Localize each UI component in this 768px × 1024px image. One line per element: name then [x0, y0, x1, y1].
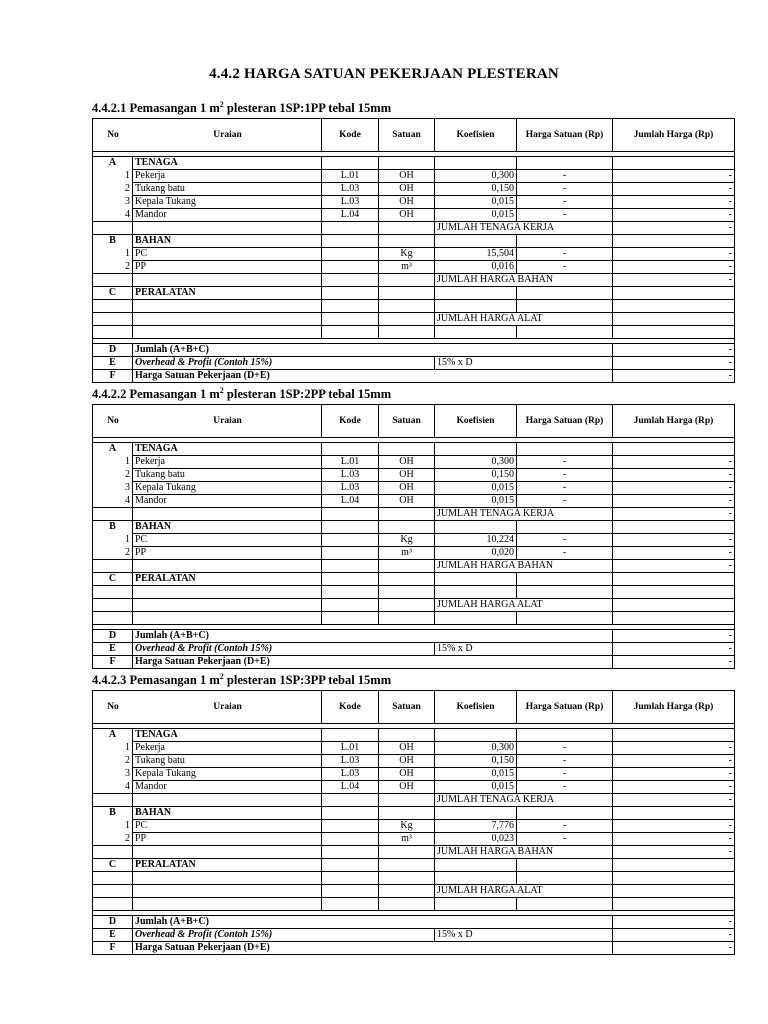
- ahsp-section: [92, 672, 734, 955]
- item-satuan: OH: [379, 209, 435, 222]
- item-jumlah-harga: -: [613, 547, 735, 560]
- subtotal-value: -: [613, 274, 735, 287]
- item-jumlah-harga: -: [613, 209, 735, 222]
- item-jumlah-harga: -: [613, 248, 735, 261]
- header-harga-satuan: Harga Satuan (Rp): [517, 691, 613, 724]
- item-row: [93, 534, 735, 547]
- item-koefisien: 0,150: [435, 755, 517, 768]
- item-jumlah-harga: -: [613, 469, 735, 482]
- subtotal-label: JUMLAH TENAGA KERJA: [435, 794, 613, 807]
- item-jumlah-harga: -: [613, 820, 735, 833]
- row-label: Overhead & Profit (Contoh 15%): [133, 929, 435, 942]
- header-satuan: Satuan: [379, 405, 435, 438]
- header-no: [93, 119, 322, 152]
- item-jumlah-harga: -: [613, 261, 735, 274]
- subtotal-label: JUMLAH HARGA ALAT: [435, 885, 613, 898]
- row-value: -: [613, 643, 735, 656]
- item-satuan: OH: [379, 755, 435, 768]
- subtotal-value: [613, 885, 735, 898]
- group-code: B: [93, 807, 133, 820]
- group-row-peralatan: [93, 859, 735, 872]
- item-jumlah-harga: -: [613, 755, 735, 768]
- row-value: -: [613, 630, 735, 643]
- group-label: BAHAN: [133, 807, 322, 820]
- item-koefisien: 0,150: [435, 469, 517, 482]
- item-uraian: PP: [133, 261, 322, 274]
- item-jumlah-harga: -: [613, 833, 735, 846]
- group-label: BAHAN: [133, 235, 322, 248]
- subtotal-row-tenaga: [93, 794, 735, 807]
- section-title-sup: 2: [219, 671, 224, 681]
- ahsp-table: [92, 690, 735, 955]
- group-label: TENAGA: [133, 157, 322, 170]
- item-koefisien: 0,015: [435, 768, 517, 781]
- item-uraian: Pekerja: [133, 456, 322, 469]
- item-uraian: Pekerja: [133, 170, 322, 183]
- group-code: C: [93, 287, 133, 300]
- item-satuan: OH: [379, 183, 435, 196]
- item-row: [93, 469, 735, 482]
- section-title-prefix: 4.4.2.1 Pemasangan 1 m: [92, 101, 220, 115]
- item-satuan: OH: [379, 768, 435, 781]
- item-no: 1: [93, 248, 133, 261]
- row-code: F: [93, 656, 133, 669]
- header-no-label: No: [107, 702, 119, 712]
- item-harga-satuan: -: [517, 768, 613, 781]
- item-koefisien: 0,023: [435, 833, 517, 846]
- item-no: 4: [93, 781, 133, 794]
- item-koefisien: 0,015: [435, 781, 517, 794]
- subtotal-label: JUMLAH HARGA BAHAN: [435, 560, 613, 573]
- subtotal-label: JUMLAH HARGA BAHAN: [435, 274, 613, 287]
- total-row-d: [93, 916, 735, 929]
- item-koefisien: 0,016: [435, 261, 517, 274]
- subtotal-value: -: [613, 560, 735, 573]
- item-satuan: m³: [379, 833, 435, 846]
- item-koefisien: 15,504: [435, 248, 517, 261]
- item-uraian: Tukang batu: [133, 469, 322, 482]
- item-koefisien: 0,300: [435, 742, 517, 755]
- subtotal-row-alat: [93, 885, 735, 898]
- item-jumlah-harga: -: [613, 482, 735, 495]
- section-title-prefix: 4.4.2.3 Pemasangan 1 m: [92, 673, 220, 687]
- item-harga-satuan: -: [517, 170, 613, 183]
- item-koefisien: 0,015: [435, 196, 517, 209]
- row-code: D: [93, 630, 133, 643]
- item-kode: [322, 547, 379, 560]
- item-no: 2: [93, 183, 133, 196]
- item-jumlah-harga: -: [613, 781, 735, 794]
- header-koefisien: Koefisien: [435, 119, 517, 152]
- item-satuan: OH: [379, 781, 435, 794]
- item-kode: L.01: [322, 170, 379, 183]
- subtotal-label: JUMLAH HARGA ALAT: [435, 313, 613, 326]
- item-no: 2: [93, 261, 133, 274]
- row-label: Harga Satuan Pekerjaan (D+E): [133, 942, 613, 955]
- row-label: Jumlah (A+B+C): [133, 344, 613, 357]
- item-row: [93, 768, 735, 781]
- subtotal-value: [613, 313, 735, 326]
- item-kode: L.01: [322, 742, 379, 755]
- item-kode: [322, 261, 379, 274]
- item-harga-satuan: -: [517, 183, 613, 196]
- section-title-suffix: plesteran 1SP:1PP tebal 15mm: [223, 101, 392, 115]
- item-harga-satuan: -: [517, 820, 613, 833]
- item-satuan: OH: [379, 456, 435, 469]
- group-label: TENAGA: [133, 443, 322, 456]
- row-value: -: [613, 656, 735, 669]
- item-koefisien: 0,015: [435, 495, 517, 508]
- item-koefisien: 0,015: [435, 482, 517, 495]
- item-row: [93, 495, 735, 508]
- subtotal-label: JUMLAH TENAGA KERJA: [435, 508, 613, 521]
- item-jumlah-harga: -: [613, 456, 735, 469]
- item-harga-satuan: -: [517, 781, 613, 794]
- item-no: 4: [93, 495, 133, 508]
- item-no: 2: [93, 469, 133, 482]
- header-no-label: No: [107, 130, 119, 140]
- item-kode: [322, 248, 379, 261]
- item-harga-satuan: -: [517, 196, 613, 209]
- row-formula: 15% x D: [435, 357, 613, 370]
- item-uraian: Mandor: [133, 781, 322, 794]
- subtotal-row-alat: [93, 313, 735, 326]
- group-code: C: [93, 573, 133, 586]
- item-kode: L.03: [322, 196, 379, 209]
- item-uraian: Kepala Tukang: [133, 482, 322, 495]
- row-value: -: [613, 357, 735, 370]
- header-kode: Kode: [322, 119, 379, 152]
- subtotal-value: -: [613, 508, 735, 521]
- item-row: [93, 820, 735, 833]
- item-uraian: Mandor: [133, 495, 322, 508]
- total-row-f: [93, 942, 735, 955]
- section-title-sup: 2: [219, 99, 224, 109]
- item-harga-satuan: -: [517, 547, 613, 560]
- item-jumlah-harga: -: [613, 534, 735, 547]
- item-satuan: Kg: [379, 820, 435, 833]
- row-label: Jumlah (A+B+C): [133, 916, 613, 929]
- item-uraian: PP: [133, 547, 322, 560]
- subtotal-label: JUMLAH HARGA BAHAN: [435, 846, 613, 859]
- subtotal-value: -: [613, 846, 735, 859]
- group-label: PERALATAN: [133, 287, 322, 300]
- item-harga-satuan: -: [517, 495, 613, 508]
- item-no: 3: [93, 196, 133, 209]
- item-uraian: PC: [133, 248, 322, 261]
- ahsp-table: [92, 404, 735, 669]
- header-jumlah-harga: Jumlah Harga (Rp): [613, 691, 735, 724]
- group-label: PERALATAN: [133, 573, 322, 586]
- header-no-label: No: [107, 416, 119, 426]
- group-row-peralatan: [93, 287, 735, 300]
- item-row: [93, 755, 735, 768]
- section-title: [92, 672, 734, 688]
- section-title-prefix: 4.4.2.2 Pemasangan 1 m: [92, 387, 220, 401]
- item-no: 2: [93, 833, 133, 846]
- header-uraian-label: Uraian: [213, 416, 242, 426]
- item-uraian: PP: [133, 833, 322, 846]
- group-label: BAHAN: [133, 521, 322, 534]
- group-row-bahan: [93, 807, 735, 820]
- item-row: [93, 209, 735, 222]
- item-koefisien: 10,224: [435, 534, 517, 547]
- group-code: B: [93, 235, 133, 248]
- table-header-row: [93, 691, 735, 724]
- item-satuan: OH: [379, 196, 435, 209]
- empty-row: [93, 326, 735, 339]
- item-no: 1: [93, 742, 133, 755]
- item-kode: L.03: [322, 755, 379, 768]
- item-harga-satuan: -: [517, 742, 613, 755]
- ahsp-section: [92, 386, 734, 669]
- header-no: [93, 691, 322, 724]
- section-title: [92, 100, 734, 116]
- item-row: [93, 833, 735, 846]
- header-kode: Kode: [322, 405, 379, 438]
- item-satuan: OH: [379, 495, 435, 508]
- subtotal-value: [613, 599, 735, 612]
- row-code: E: [93, 929, 133, 942]
- subtotal-row-bahan: [93, 846, 735, 859]
- item-kode: L.03: [322, 183, 379, 196]
- row-value: -: [613, 942, 735, 955]
- section-title: [92, 386, 734, 402]
- subtotal-value: -: [613, 794, 735, 807]
- item-no: 1: [93, 820, 133, 833]
- item-koefisien: 0,300: [435, 170, 517, 183]
- section-title-suffix: plesteran 1SP:2PP tebal 15mm: [223, 387, 392, 401]
- row-value: -: [613, 344, 735, 357]
- item-uraian: Kepala Tukang: [133, 196, 322, 209]
- group-code: A: [93, 443, 133, 456]
- header-satuan: Satuan: [379, 691, 435, 724]
- item-koefisien: 0,015: [435, 209, 517, 222]
- item-satuan: OH: [379, 482, 435, 495]
- item-harga-satuan: -: [517, 482, 613, 495]
- row-code: F: [93, 370, 133, 383]
- header-kode: Kode: [322, 691, 379, 724]
- item-kode: L.04: [322, 781, 379, 794]
- row-label: Overhead & Profit (Contoh 15%): [133, 357, 435, 370]
- group-label: PERALATAN: [133, 859, 322, 872]
- item-uraian: PC: [133, 534, 322, 547]
- header-uraian-label: Uraian: [213, 702, 242, 712]
- item-jumlah-harga: -: [613, 196, 735, 209]
- subtotal-value: -: [613, 222, 735, 235]
- item-row: [93, 547, 735, 560]
- item-koefisien: 7,776: [435, 820, 517, 833]
- empty-row: [93, 898, 735, 911]
- item-jumlah-harga: -: [613, 495, 735, 508]
- row-value: -: [613, 916, 735, 929]
- item-satuan: m³: [379, 547, 435, 560]
- section-title-suffix: plesteran 1SP:3PP tebal 15mm: [223, 673, 392, 687]
- empty-row: [93, 300, 735, 313]
- item-no: 4: [93, 209, 133, 222]
- item-kode: L.03: [322, 469, 379, 482]
- row-formula: 15% x D: [435, 643, 613, 656]
- group-row-peralatan: [93, 573, 735, 586]
- row-formula: 15% x D: [435, 929, 613, 942]
- item-satuan: m³: [379, 261, 435, 274]
- subtotal-row-bahan: [93, 274, 735, 287]
- group-code: B: [93, 521, 133, 534]
- ahsp-table: [92, 118, 735, 383]
- header-no: [93, 405, 322, 438]
- item-uraian: PC: [133, 820, 322, 833]
- subtotal-label: JUMLAH HARGA ALAT: [435, 599, 613, 612]
- item-no: 3: [93, 482, 133, 495]
- table-header-row: [93, 119, 735, 152]
- item-no: 2: [93, 547, 133, 560]
- row-code: D: [93, 344, 133, 357]
- total-row-f: [93, 656, 735, 669]
- group-code: A: [93, 729, 133, 742]
- item-uraian: Tukang batu: [133, 755, 322, 768]
- item-satuan: OH: [379, 742, 435, 755]
- header-koefisien: Koefisien: [435, 691, 517, 724]
- item-row: [93, 261, 735, 274]
- group-label: TENAGA: [133, 729, 322, 742]
- item-uraian: Tukang batu: [133, 183, 322, 196]
- ahsp-section: [92, 100, 734, 383]
- row-value: -: [613, 370, 735, 383]
- item-row: [93, 183, 735, 196]
- item-row: [93, 196, 735, 209]
- subtotal-row-tenaga: [93, 222, 735, 235]
- item-koefisien: 0,020: [435, 547, 517, 560]
- table-body: [93, 438, 735, 669]
- item-harga-satuan: -: [517, 833, 613, 846]
- item-row: [93, 456, 735, 469]
- page-title: 4.4.2 HARGA SATUAN PEKERJAAN PLESTERAN: [209, 66, 559, 82]
- group-row-bahan: [93, 521, 735, 534]
- item-kode: [322, 820, 379, 833]
- header-harga-satuan: Harga Satuan (Rp): [517, 405, 613, 438]
- item-jumlah-harga: -: [613, 183, 735, 196]
- table-header-row: [93, 405, 735, 438]
- header-harga-satuan: Harga Satuan (Rp): [517, 119, 613, 152]
- row-value: -: [613, 929, 735, 942]
- item-kode: [322, 534, 379, 547]
- item-harga-satuan: -: [517, 261, 613, 274]
- item-jumlah-harga: -: [613, 768, 735, 781]
- item-harga-satuan: -: [517, 456, 613, 469]
- item-kode: L.01: [322, 456, 379, 469]
- item-kode: [322, 833, 379, 846]
- group-row-tenaga: [93, 443, 735, 456]
- subtotal-label: JUMLAH TENAGA KERJA: [435, 222, 613, 235]
- group-row-tenaga: [93, 157, 735, 170]
- item-row: [93, 248, 735, 261]
- row-label: Jumlah (A+B+C): [133, 630, 613, 643]
- header-jumlah-harga: Jumlah Harga (Rp): [613, 119, 735, 152]
- item-no: 2: [93, 755, 133, 768]
- item-no: 1: [93, 456, 133, 469]
- item-uraian: Mandor: [133, 209, 322, 222]
- item-harga-satuan: -: [517, 534, 613, 547]
- row-label: Harga Satuan Pekerjaan (D+E): [133, 656, 613, 669]
- item-koefisien: 0,300: [435, 456, 517, 469]
- empty-row: [93, 612, 735, 625]
- total-row-d: [93, 630, 735, 643]
- item-uraian: Pekerja: [133, 742, 322, 755]
- item-koefisien: 0,150: [435, 183, 517, 196]
- item-no: 1: [93, 534, 133, 547]
- total-row-d: [93, 344, 735, 357]
- total-row-e: [93, 643, 735, 656]
- row-label: Overhead & Profit (Contoh 15%): [133, 643, 435, 656]
- group-code: A: [93, 157, 133, 170]
- item-satuan: Kg: [379, 534, 435, 547]
- group-row-tenaga: [93, 729, 735, 742]
- subtotal-row-alat: [93, 599, 735, 612]
- section-title-sup: 2: [219, 385, 224, 395]
- row-code: D: [93, 916, 133, 929]
- item-harga-satuan: -: [517, 755, 613, 768]
- total-row-f: [93, 370, 735, 383]
- group-row-bahan: [93, 235, 735, 248]
- header-uraian-label: Uraian: [213, 130, 242, 140]
- table-body: [93, 724, 735, 955]
- table-body: [93, 152, 735, 383]
- item-row: [93, 742, 735, 755]
- row-code: E: [93, 357, 133, 370]
- row-code: F: [93, 942, 133, 955]
- item-row: [93, 482, 735, 495]
- header-koefisien: Koefisien: [435, 405, 517, 438]
- subtotal-row-tenaga: [93, 508, 735, 521]
- subtotal-row-bahan: [93, 560, 735, 573]
- group-code: C: [93, 859, 133, 872]
- item-kode: L.04: [322, 209, 379, 222]
- item-row: [93, 170, 735, 183]
- item-satuan: OH: [379, 170, 435, 183]
- item-jumlah-harga: -: [613, 170, 735, 183]
- empty-row: [93, 872, 735, 885]
- item-harga-satuan: -: [517, 469, 613, 482]
- item-harga-satuan: -: [517, 248, 613, 261]
- item-kode: L.04: [322, 495, 379, 508]
- item-satuan: OH: [379, 469, 435, 482]
- item-kode: L.03: [322, 768, 379, 781]
- row-label: Harga Satuan Pekerjaan (D+E): [133, 370, 613, 383]
- item-satuan: Kg: [379, 248, 435, 261]
- total-row-e: [93, 357, 735, 370]
- item-no: 1: [93, 170, 133, 183]
- total-row-e: [93, 929, 735, 942]
- item-jumlah-harga: -: [613, 742, 735, 755]
- item-harga-satuan: -: [517, 209, 613, 222]
- empty-row: [93, 586, 735, 599]
- header-jumlah-harga: Jumlah Harga (Rp): [613, 405, 735, 438]
- item-uraian: Kepala Tukang: [133, 768, 322, 781]
- header-satuan: Satuan: [379, 119, 435, 152]
- item-no: 3: [93, 768, 133, 781]
- item-row: [93, 781, 735, 794]
- item-kode: L.03: [322, 482, 379, 495]
- row-code: E: [93, 643, 133, 656]
